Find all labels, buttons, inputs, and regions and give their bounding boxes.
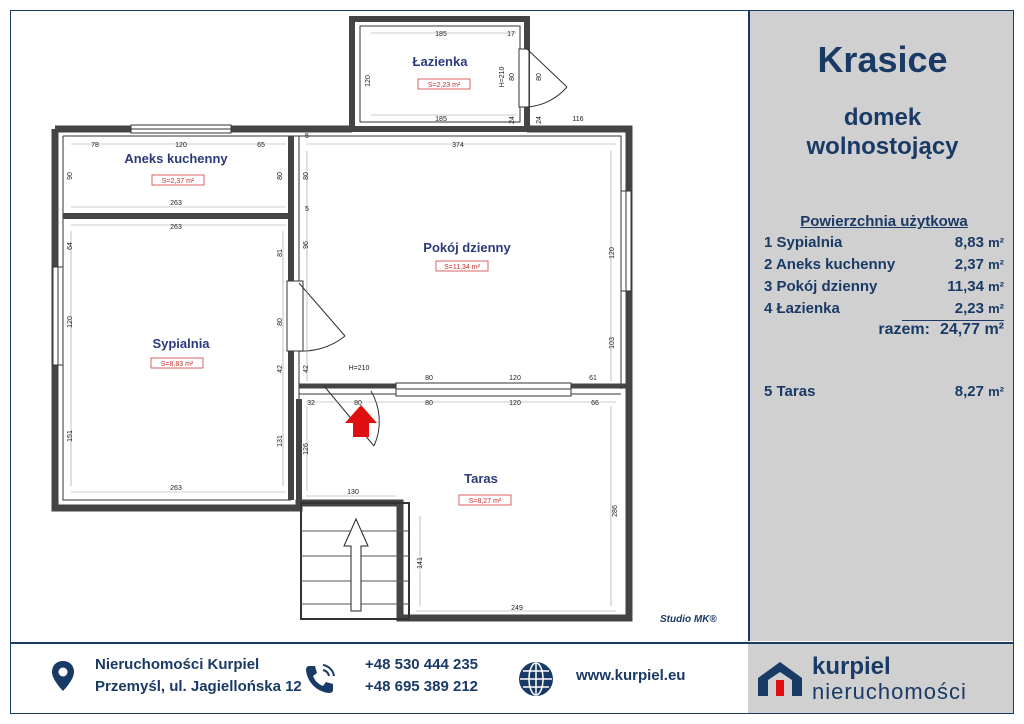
- dim-label: 66: [591, 400, 599, 407]
- floor-plan-drawing: [11, 11, 747, 641]
- info-panel: [748, 11, 1013, 641]
- company-logo: [748, 644, 1013, 713]
- dim-label: 5: [305, 206, 309, 213]
- dim-label: 61: [589, 375, 597, 382]
- property-subtitle-line1: domek: [843, 104, 922, 131]
- area-row: [764, 300, 1004, 322]
- total-label: razem:: [878, 321, 930, 338]
- area-value: 2,23: [954, 300, 984, 317]
- studio-signature: Studio MK®: [660, 614, 717, 625]
- room-name-taras: Taras: [464, 471, 498, 486]
- dim-label: 249: [511, 605, 523, 612]
- dim-label: 120: [365, 75, 372, 87]
- dim-label: 80: [277, 172, 284, 180]
- room-area-lazienka: S=2,23 m²: [427, 82, 461, 89]
- dim-label: 120: [175, 142, 187, 149]
- area-list-header: Powierzchnia użytkowa: [800, 213, 968, 230]
- area-label: 4 Łazienka: [764, 300, 840, 317]
- dim-label: 24: [509, 116, 516, 124]
- dim-label: 120: [509, 375, 521, 382]
- area-unit: m²: [988, 279, 1004, 294]
- dim-label: 141: [417, 557, 424, 569]
- phone-number-1[interactable]: +48 530 444 235: [365, 656, 479, 673]
- dim-label: 24: [536, 116, 543, 124]
- area-row: [764, 234, 1004, 256]
- dim-label: 126: [303, 443, 310, 455]
- dim-label: 103: [609, 337, 616, 349]
- area-list: [764, 213, 1004, 405]
- dimension-labels: [67, 31, 619, 612]
- room-area-aneks: S=2,37 m²: [161, 178, 195, 185]
- globe-icon: [517, 660, 555, 698]
- room-area-sypialnia: S=8,83 m²: [160, 361, 194, 368]
- total-row: [764, 321, 1004, 345]
- company-name: Nieruchomości Kurpiel: [95, 656, 260, 673]
- room-name-aneks: Aneks kuchenny: [124, 151, 228, 166]
- dim-label: 80: [277, 318, 284, 326]
- dim-label: 80: [509, 73, 516, 81]
- dim-label: 263: [170, 224, 182, 231]
- house-logo-icon: [754, 658, 806, 698]
- logo-text-top: kurpiel: [812, 653, 891, 680]
- area-value: 2,37: [954, 256, 984, 273]
- extra-area-unit: m²: [988, 384, 1004, 399]
- dim-label: 116: [572, 116, 584, 123]
- dim-label: 42: [277, 365, 284, 373]
- dim-label: 185: [435, 31, 447, 38]
- logo-text-bottom: nieruchomości: [812, 679, 967, 704]
- dim-label: H=210: [348, 365, 370, 372]
- dim-label: 131: [277, 435, 284, 447]
- area-value: 8,83: [954, 234, 984, 251]
- extra-area-value: 8,27: [954, 383, 984, 400]
- dim-label: 80: [536, 73, 543, 81]
- property-subtitle-line2: wolnostojący: [806, 133, 959, 160]
- dim-label: 90: [67, 172, 74, 180]
- room-area-pokoj: S=11,34 m²: [444, 264, 480, 271]
- room-name-lazienka: Łazienka: [412, 54, 468, 69]
- dim-label: 5: [305, 133, 309, 140]
- dim-label: 81: [277, 249, 284, 257]
- dim-label: 151: [67, 430, 74, 442]
- area-unit: m²: [988, 301, 1004, 316]
- area-value: 11,34: [947, 278, 984, 295]
- floor-plan: [11, 11, 747, 641]
- dim-label: 64: [67, 242, 74, 250]
- dim-label: 185: [435, 116, 447, 123]
- location-pin-icon: [51, 660, 75, 692]
- dim-label: 120: [609, 247, 616, 259]
- dim-label: H=210: [499, 66, 506, 88]
- dim-label: 263: [170, 485, 182, 492]
- extra-area-label: 5 Taras: [764, 383, 816, 400]
- dim-label: 78: [91, 142, 99, 149]
- room-name-sypialnia: Sypialnia: [152, 336, 210, 351]
- total-unit: m²: [984, 321, 1004, 338]
- area-row: [764, 278, 1004, 300]
- area-label: 1 Sypialnia: [764, 234, 843, 251]
- room-name-pokoj: Pokój dzienny: [423, 240, 511, 255]
- company-address: Przemyśl, ul. Jagiellońska 12: [95, 678, 302, 695]
- property-subtitle: [750, 103, 1015, 161]
- dim-label: 17: [507, 31, 515, 38]
- phone-number-2[interactable]: +48 695 389 212: [365, 678, 479, 695]
- area-label: 2 Aneks kuchenny: [764, 256, 896, 273]
- extra-area-row: [764, 383, 1004, 405]
- dim-label: 120: [67, 316, 74, 328]
- dim-label: 286: [612, 505, 619, 517]
- dim-label: 80: [303, 172, 310, 180]
- property-title: Krasice: [817, 39, 948, 80]
- dim-label: 130: [347, 489, 359, 496]
- area-row: [764, 256, 1004, 278]
- dim-label: 65: [257, 142, 265, 149]
- total-value: 24,77: [939, 321, 980, 338]
- dim-label: 120: [509, 400, 521, 407]
- dim-label: 80: [425, 400, 433, 407]
- dim-label: 374: [452, 142, 464, 149]
- area-unit: m²: [988, 235, 1004, 250]
- dim-label: 42: [303, 365, 310, 373]
- footer: [11, 642, 1013, 713]
- room-area-taras: S=8,27 m²: [468, 498, 502, 505]
- website-link[interactable]: www.kurpiel.eu: [576, 667, 686, 684]
- dim-label: 32: [307, 400, 315, 407]
- entrance-arrow-icon: [345, 405, 377, 437]
- area-label: 3 Pokój dzienny: [764, 278, 878, 295]
- area-unit: m²: [988, 257, 1004, 272]
- dim-label: 263: [170, 200, 182, 207]
- phone-icon: [301, 660, 339, 698]
- dim-label: 80: [425, 375, 433, 382]
- dim-label: 80: [354, 400, 362, 407]
- dim-label: 96: [303, 241, 310, 249]
